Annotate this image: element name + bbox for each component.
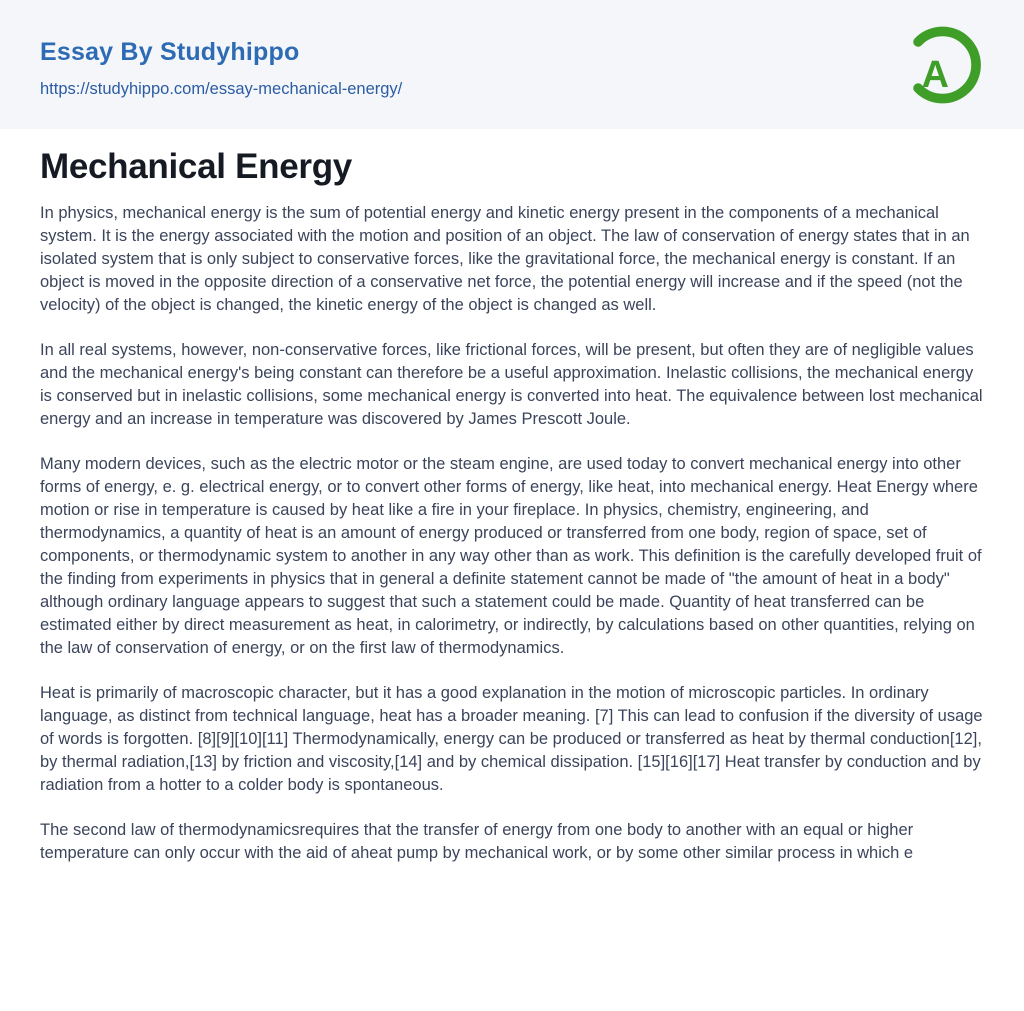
essay-paragraph-4: Heat is primarily of macroscopic character, but it has a good explanation in the motion of microscopic particles. In ordinary language, as distinct from technical language, heat has a broader meaning. [7] This can lead to confusion if the diversity of usage of words is forgotten. [8][9][10][11] Thermodynamically, energy can be produced or transferred as heat by thermal conduction[12], by thermal radiation,[13] by friction and viscosity,[14] and by chemical dissipation. [15][16][17] Heat transfer by conduction and by radiation from a hotter to a colder body is spontaneous. [40,684,983,794]
essay-content [0,129,1024,865]
essay-paragraph-5: The second law of thermodynamicsrequires that the transfer of energy from one body to another with an equal or higher temperature can only occur with the aid of aheat pump by mechanical work, or by some other similar process in which e [40,821,914,862]
logo-ring-icon [900,20,984,110]
studyhippo-logo [900,20,984,110]
header-text-block [40,38,402,99]
source-url-link[interactable]: https://studyhippo.com/essay-mechanical-energy/ [40,80,403,98]
page-header [0,0,1024,129]
essay-paragraph-1: In physics, mechanical energy is the sum of potential energy and kinetic energy present in the components of a mechanical system. It is the energy associated with the motion and position of an object. The law of conservation of energy states that in an isolated system that is only subject to conservative forces, like the gravitational force, the mechanical energy is constant. If an object is moved in the opposite direction of a conservative net force, the potential energy will increase and if the speed (not the velocity) of the object is changed, the kinetic energy of the object is changed as well. [40,204,970,314]
essay-paragraph-2: In all real systems, however, non-conservative forces, like frictional forces, will be present, but often they are of negligible values and the mechanical energy's being constant can therefore be a useful approximation. Inelastic collisions, the mechanical energy is conserved but in inelastic collisions, some mechanical energy is converted into heat. The equivalence between lost mechanical energy and an increase in temperature was discovered by James Prescott Joule. [40,341,983,428]
essay-paragraph-3: Many modern devices, such as the electric motor or the steam engine, are used today to convert mechanical energy into other forms of energy, e. g. electrical energy, or to convert other forms of energy, like heat, into mechanical energy. Heat Energy where motion or rise in temperature is caused by heat like a fire in your fireplace. In physics, chemistry, engineering, and thermodynamics, a quantity of heat is an amount of energy produced or transferred from one body, region of space, set of components, or thermodynamic system to another in any way other than as work. This definition is the carefully developed fruit of the finding from experiments in physics that in general a definite statement cannot be made of "the amount of heat in a body" although ordinary language appears to suggest that such a statement could be made. Quantity of heat transferred can be estimated either by direct measurement as heat, in calorimetry, or indirectly, by calculations based on other quantities, relying on the law of conservation of energy, or on the first law of thermodynamics. [40,455,982,657]
logo-letter: A [921,53,949,96]
brand-title: Essay By Studyhippo [40,38,300,66]
essay-title: Mechanical Energy [40,147,352,186]
